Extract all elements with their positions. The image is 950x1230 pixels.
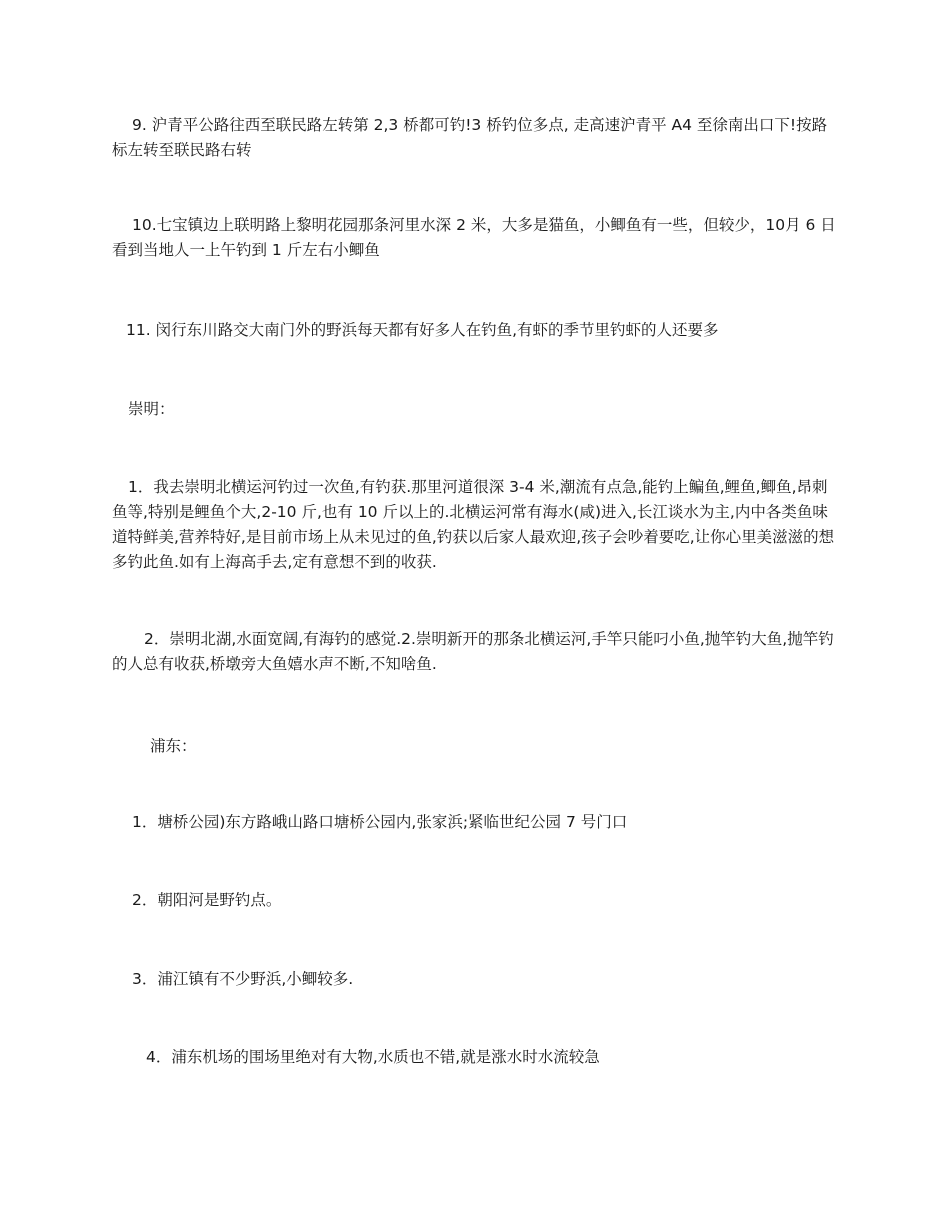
paragraph-11-minhang: 11. 闵行东川路交大南门外的野浜每天都有好多人在钓鱼,有虾的季节里钓虾的人还要多 (126, 321, 719, 339)
section-heading-pudong: 浦东： (150, 737, 197, 755)
section-heading-chongming: 崇明： (128, 400, 175, 418)
pudong-item-3: 3．浦江镇有不少野浜,小鲫较多. (132, 970, 354, 988)
chongming-item-2: 2．崇明北湖,水面宽阔,有海钓的感觉.2.崇明新开的那条北横运河,手竿只能叼小鱼,抛竿钓大鱼,抛竿钓的人总有收获,桥墩旁大鱼嬉水声不断,不知啥鱼. (112, 630, 834, 673)
pudong-item-2: 2．朝阳河是野钓点。 (132, 891, 282, 909)
pudong-item-4: 4．浦东机场的围场里绝对有大物,水质也不错,就是涨水时水流较急 (146, 1048, 600, 1066)
paragraph-10-qibao: 10.七宝镇边上联明路上黎明花园那条河里水深 2 米，大多是猫鱼，小鲫鱼有一些，但较少，10月 6 日看到当地人一上午钓到 1 斤左右小鲫鱼 (112, 216, 836, 259)
paragraph-9-huqingping: 9. 沪青平公路往西至联民路左转第 2,3 桥都可钓!3 桥钓位多点, 走高速沪青平 A4 至徐南出口下!按路标左转至联民路右转 (112, 116, 828, 159)
pudong-item-1: 1．塘桥公园)东方路峨山路口塘桥公园内,张家浜;紧临世纪公园 7 号门口 (132, 813, 628, 831)
chongming-item-1: 1．我去崇明北横运河钓过一次鱼,有钓获.那里河道很深 3-4 米,潮流有点急,能钓上鳊鱼,鲤鱼,鲫鱼,昂刺鱼等,特别是鲤鱼个大,2-10 斤,也有 10 斤以上的.北横运河常有海水(咸)进入,长江谈水为主,内中各类鱼味道特鲜美,营养特好,是目前市场上从未见过的鱼,钓获以后家人最欢迎,孩子会吵着要吃,让你心里美滋滋的想多钓此鱼.如有上海高手去,定有意想不到的收获. (112, 478, 835, 571)
